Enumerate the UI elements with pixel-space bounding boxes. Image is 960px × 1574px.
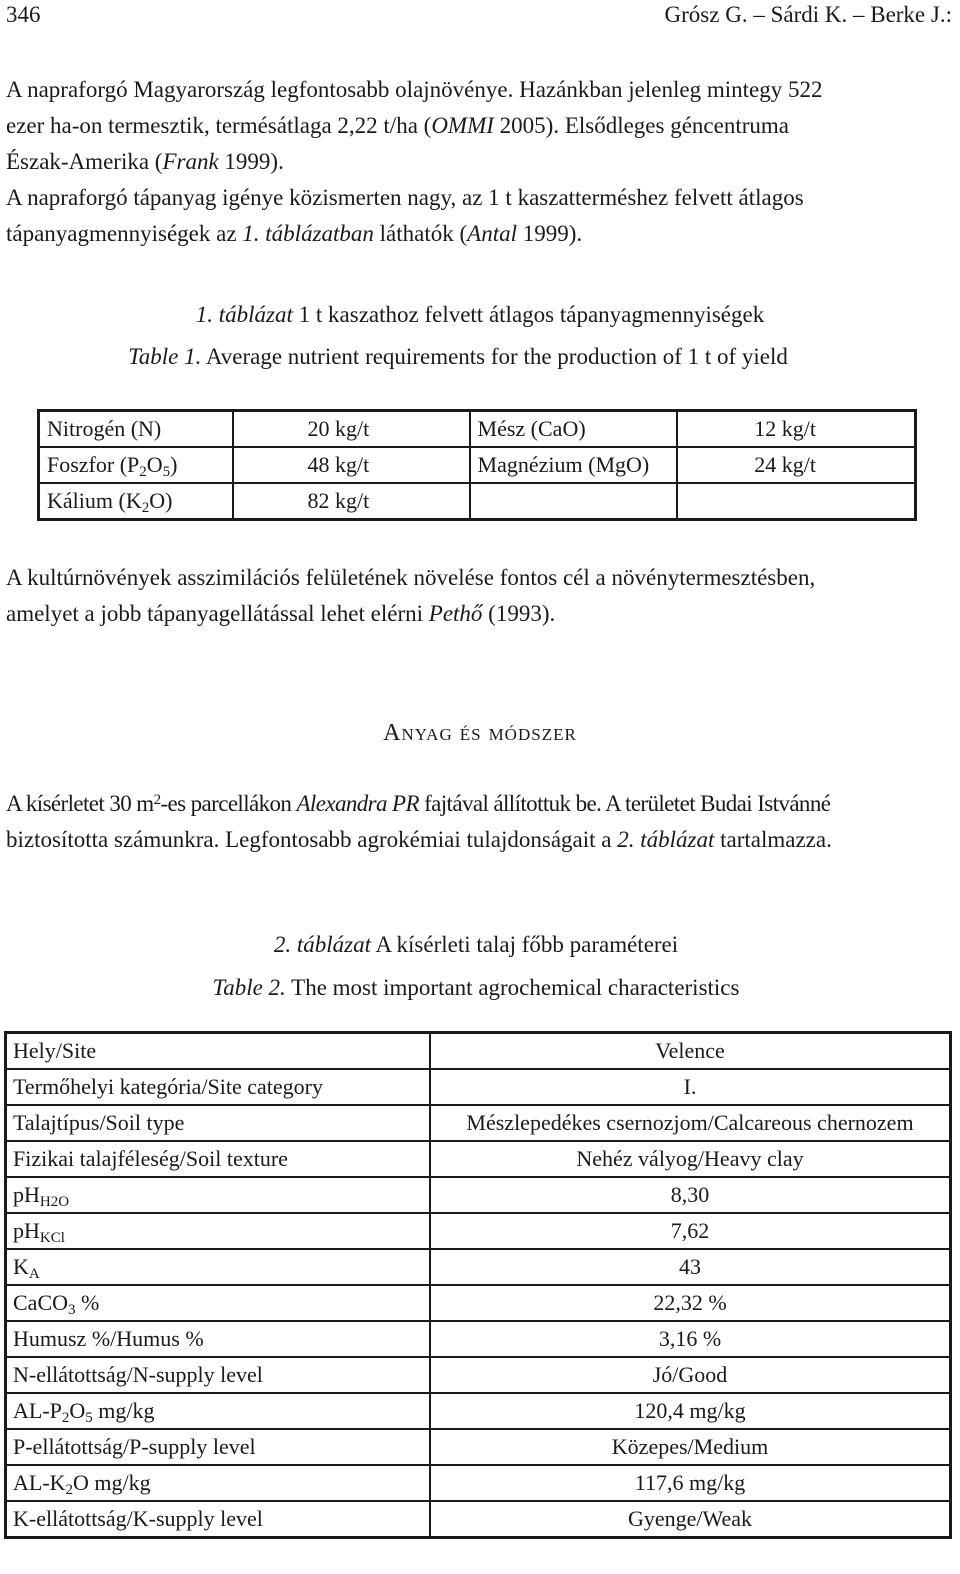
intro-line-3: Észak-Amerika (Frank 1999). [6, 149, 284, 174]
table-row: $pH_{KCl}$ 7,62 [6, 1213, 951, 1249]
table-row: Termőhelyi kategória/Site category I. [6, 1069, 951, 1105]
table-row: Kálium $(K_2O)$ 82 kg/t [39, 483, 916, 520]
table-row: Foszfor $(P_2O_5)$ 48 kg/t Magnézium (MgO) 24 kg/t [39, 447, 916, 483]
table-row: $K_A$ 43 [6, 1249, 951, 1285]
table-row: Nitrogén (N) 20 kg/t Mész (CaO) 12 kg/t [39, 411, 916, 448]
table-row: $AL-P_2O_5$ mg/kg 120,4 mg/kg [6, 1393, 951, 1429]
table-row: CaCO$_3$ % 22,32 % [6, 1285, 951, 1321]
table-row: Humusz %/Humus % 3,16 % [6, 1321, 951, 1357]
table-row: Hely/Site Velence [6, 1033, 951, 1070]
table-row: $pH_{H2O}$ 8,30 [6, 1177, 951, 1213]
citation-antal: Antal [467, 221, 518, 246]
table-row: K-ellátottság/K-supply level Gyenge/Weak [6, 1501, 951, 1538]
table2-caption-hu: 2. táblázat A kísérleti talaj főbb paraméterei [273, 932, 679, 957]
running-header-authors: Grósz G. – Sárdi K. – Berke J.: [664, 2, 952, 27]
table-row: Talajtípus/Soil type Mészlepedékes csernozjom/Calcareous chernozem [6, 1105, 951, 1141]
section-title-methods: Anyag és módszer [383, 720, 577, 746]
nutrient-requirements-table [37, 409, 917, 521]
citation-ommi: OMMI [431, 113, 494, 138]
intro-line-4: A napraforgó tápanyag igénye közismerten nagy, az 1 t kaszatterméshez felvett átlagos [6, 185, 804, 210]
intro-line-1: A napraforgó Magyarország legfontosabb olajnövénye. Hazánkban jelenleg mintegy 522 [6, 77, 823, 102]
soil-characteristics-table [4, 1031, 952, 1539]
citation-petho: Pethő [428, 601, 483, 626]
intro-paragraph [6, 72, 956, 252]
intro-line-5: tápanyagmennyiségek az 1. táblázatban láthatók (Antal 1999). [6, 221, 583, 246]
table-row: Fizikai talajféleség/Soil texture Nehéz vályog/Heavy clay [6, 1141, 951, 1177]
intro-line-2: ezer ha-on termesztik, termésátlaga 2,22 t/ha (OMMI 2005). Elsődleges géncentruma [6, 113, 789, 138]
methods-paragraph: A kísérletet 30 $m^2-es$ parcellákon Alexandra PR fajtával állítottuk be. A területet Budai Istvánné biztosította számunkra. Legfontosabb agrokémiai tulajdonságait a 2. táblázat tartalmazza. [6, 791, 832, 852]
table-row: P-ellátottság/P-supply level Közepes/Medium [6, 1429, 951, 1465]
table1-caption-hu: 1. táblázat 1 t kaszathoz felvett átlagos tápanyagmennyiségek [195, 302, 765, 327]
table-row: $AL-K_2O$ mg/kg 117,6 mg/kg [6, 1465, 951, 1501]
page-number: 346 [6, 2, 41, 27]
table2-caption-en: Table 2. The most important agrochemical characteristics [212, 975, 740, 1000]
table-row: N-ellátottság/N-supply level Jó/Good [6, 1357, 951, 1393]
second-paragraph: A kultúrnövények asszimilációs felületének növelése fontos cél a növénytermesztésben, amelyet a jobb tápanyagellátással lehet elérni Pethő (1993). [6, 565, 816, 626]
table1-caption-en: Table 1. Average nutrient requirements for the production of 1 t of yield [128, 344, 788, 369]
citation-frank: Frank [162, 149, 219, 174]
